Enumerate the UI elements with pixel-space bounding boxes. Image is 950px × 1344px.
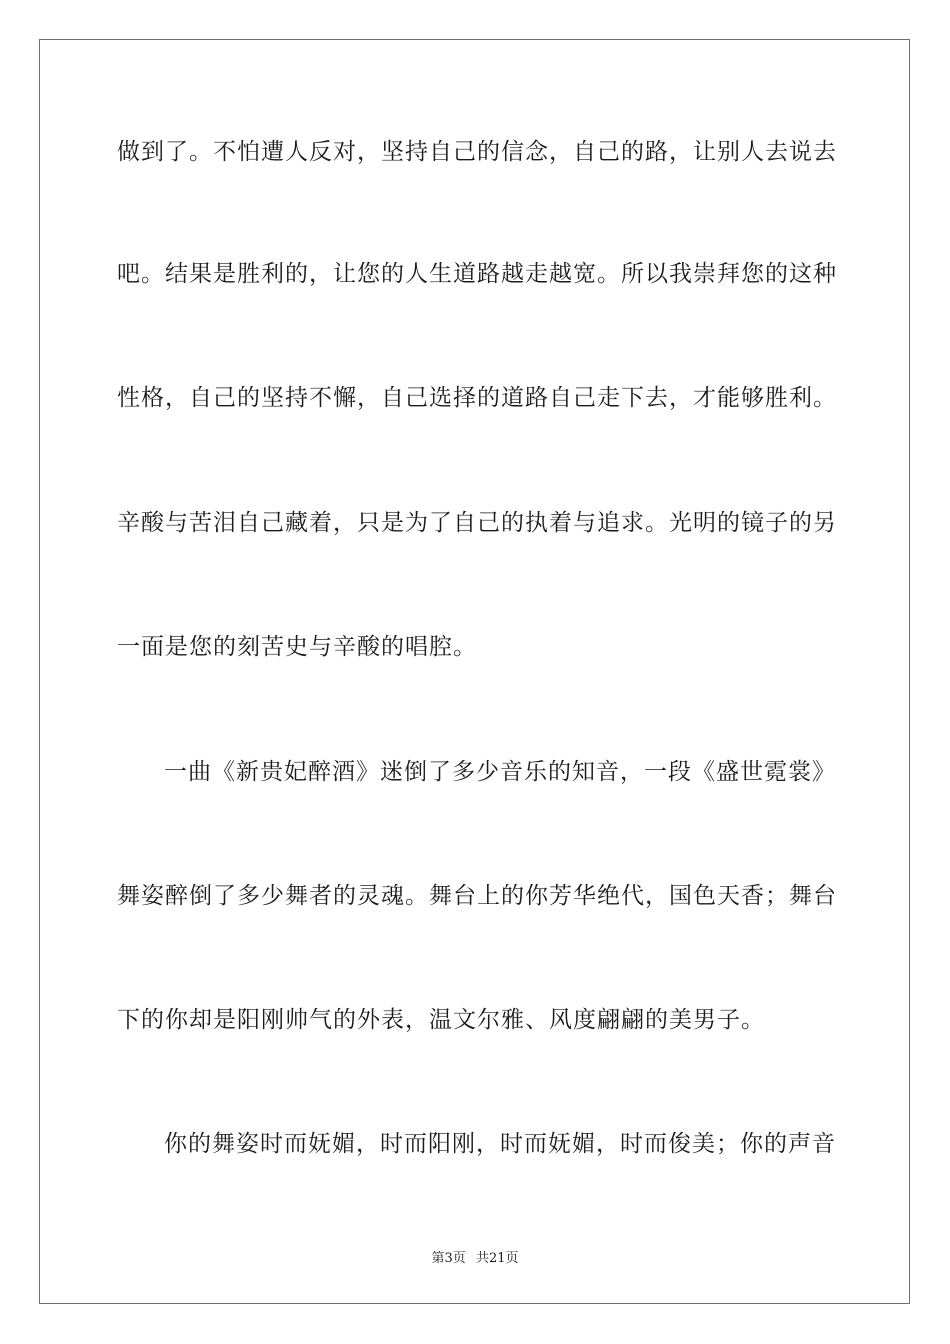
text-line-1: 做到了。不怕遭人反对，坚持自己的信念，自己的路，让别人去说去 xyxy=(117,139,837,165)
current-page-label: 第3页 xyxy=(431,1251,466,1266)
text-line-2: 吧。结果是胜利的，让您的人生道路越走越宽。所以我崇拜您的这种 xyxy=(117,261,837,287)
text-line-8: 下的你却是阳刚帅气的外表，温文尔雅、风度翩翩的美男子。 xyxy=(117,1007,765,1033)
text-line-4: 辛酸与苦泪自己藏着，只是为了自己的执着与追求。光明的镜子的另 xyxy=(117,510,837,536)
text-line-5: 一面是您的刻苦史与辛酸的唱腔。 xyxy=(117,634,477,660)
page-footer xyxy=(0,1247,950,1266)
text-line-7: 舞姿醉倒了多少舞者的灵魂。舞台上的你芳华绝代，国色天香；舞台 xyxy=(117,883,837,909)
text-line-6: 一曲《新贵妃醉酒》迷倒了多少音乐的知音，一段《盛世霓裳》 xyxy=(164,759,836,785)
total-pages-label: 共21页 xyxy=(475,1251,519,1266)
text-line-3: 性格，自己的坚持不懈，自己选择的道路自己走下去，才能够胜利。 xyxy=(117,385,837,411)
text-line-9: 你的舞姿时而妩媚，时而阳刚，时而妩媚，时而俊美；你的声音 xyxy=(164,1131,836,1157)
page-border xyxy=(39,39,910,1304)
